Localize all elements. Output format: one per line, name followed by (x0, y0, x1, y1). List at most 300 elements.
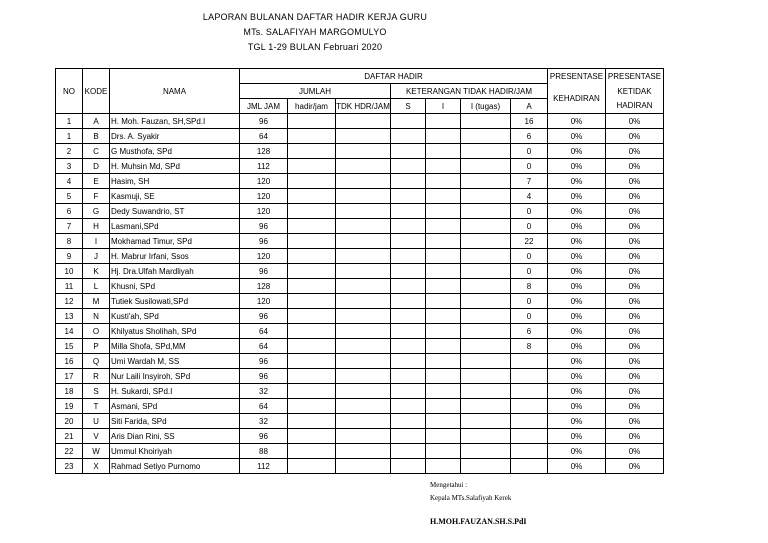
cell-i (426, 264, 461, 279)
cell-tdk-hdr (336, 189, 391, 204)
cell-pres-hadir: 0% (548, 144, 606, 159)
cell-nama: Khusni, SPd (110, 279, 240, 294)
cell-pres-hadir: 0% (548, 114, 606, 129)
cell-s (391, 354, 426, 369)
cell-kode: V (83, 429, 110, 444)
cell-a: 0 (511, 264, 548, 279)
cell-a: 8 (511, 339, 548, 354)
cell-a (511, 369, 548, 384)
school-name: MTs. SALAFIYAH MARGOMULYO (243, 27, 387, 37)
cell-i-tugas (461, 354, 511, 369)
cell-s (391, 279, 426, 294)
cell-pres-hadir: 0% (548, 459, 606, 474)
cell-no: 3 (56, 159, 83, 174)
cell-hadir-jam (288, 174, 336, 189)
cell-i-tugas (461, 249, 511, 264)
cell-kode: B (83, 129, 110, 144)
cell-nama: H. Sukardi, SPd.I (110, 384, 240, 399)
cell-hadir-jam (288, 324, 336, 339)
report-period: TGL 1-29 BULAN Februari 2020 (247, 42, 383, 52)
cell-kode: H (83, 219, 110, 234)
cell-kode: R (83, 369, 110, 384)
cell-jml-jam: 96 (240, 264, 288, 279)
cell-pres-hadir: 0% (548, 414, 606, 429)
cell-no: 23 (56, 459, 83, 474)
cell-pres-tdk: 0% (606, 384, 664, 399)
cell-a (511, 414, 548, 429)
cell-s (391, 369, 426, 384)
cell-pres-hadir: 0% (548, 444, 606, 459)
cell-s (391, 219, 426, 234)
cell-pres-hadir: 0% (548, 324, 606, 339)
cell-i (426, 144, 461, 159)
cell-tdk-hdr (336, 204, 391, 219)
cell-no: 10 (56, 264, 83, 279)
cell-s (391, 159, 426, 174)
cell-tdk-hdr (336, 444, 391, 459)
cell-no: 4 (56, 174, 83, 189)
cell-pres-hadir: 0% (548, 129, 606, 144)
cell-i (426, 174, 461, 189)
cell-i-tugas (461, 204, 511, 219)
cell-pres-tdk: 0% (606, 294, 664, 309)
s-header: S (391, 99, 426, 114)
cell-a: 0 (511, 159, 548, 174)
cell-jml-jam: 96 (240, 369, 288, 384)
cell-pres-tdk: 0% (606, 174, 664, 189)
cell-nama: Kusti'ah, SPd (110, 309, 240, 324)
cell-kode: C (83, 144, 110, 159)
cell-no: 20 (56, 414, 83, 429)
cell-pres-tdk: 0% (606, 369, 664, 384)
cell-no: 9 (56, 249, 83, 264)
cell-i (426, 279, 461, 294)
cell-hadir-jam (288, 249, 336, 264)
hadir-jam-header: hadir/jam (288, 99, 336, 114)
tdk-hdr-header: TDK HDR/JAM (336, 99, 391, 114)
cell-s (391, 174, 426, 189)
cell-tdk-hdr (336, 264, 391, 279)
cell-jml-jam: 128 (240, 279, 288, 294)
jml-jam-header: JML JAM (240, 99, 288, 114)
cell-s (391, 114, 426, 129)
cell-tdk-hdr (336, 459, 391, 474)
cell-pres-hadir: 0% (548, 399, 606, 414)
report-title: LAPORAN BULANAN DAFTAR HADIR KERJA GURU (202, 12, 428, 22)
cell-nama: H. Moh. Fauzan, SH,SPd.I (110, 114, 240, 129)
i-header: I (426, 99, 461, 114)
cell-no: 1 (56, 129, 83, 144)
cell-jml-jam: 128 (240, 144, 288, 159)
cell-pres-tdk: 0% (606, 129, 664, 144)
cell-no: 7 (56, 219, 83, 234)
cell-nama: Lasmani,SPd (110, 219, 240, 234)
cell-a: 0 (511, 309, 548, 324)
cell-nama: Mokhamad Timur, SPd (110, 234, 240, 249)
cell-kode: X (83, 459, 110, 474)
cell-tdk-hdr (336, 384, 391, 399)
cell-hadir-jam (288, 219, 336, 234)
acknowledged-label: Mengetahui : (430, 481, 468, 489)
cell-jml-jam: 112 (240, 159, 288, 174)
cell-i (426, 219, 461, 234)
cell-i-tugas (461, 444, 511, 459)
cell-nama: Nur Laili Insyiroh, SPd (110, 369, 240, 384)
cell-no: 21 (56, 429, 83, 444)
cell-a: 0 (511, 204, 548, 219)
cell-nama: Hasim, SH (110, 174, 240, 189)
cell-pres-tdk: 0% (606, 204, 664, 219)
cell-kode: M (83, 294, 110, 309)
cell-i (426, 234, 461, 249)
cell-no: 11 (56, 279, 83, 294)
cell-i-tugas (461, 369, 511, 384)
cell-pres-tdk: 0% (606, 354, 664, 369)
cell-nama: Ummul Khoiriyah (110, 444, 240, 459)
cell-hadir-jam (288, 294, 336, 309)
cell-i (426, 459, 461, 474)
cell-i (426, 204, 461, 219)
cell-jml-jam: 112 (240, 459, 288, 474)
cell-pres-hadir: 0% (548, 189, 606, 204)
cell-a: 0 (511, 294, 548, 309)
cell-s (391, 339, 426, 354)
cell-hadir-jam (288, 309, 336, 324)
cell-s (391, 414, 426, 429)
cell-jml-jam: 120 (240, 294, 288, 309)
cell-i (426, 384, 461, 399)
cell-nama: G Musthofa, SPd (110, 144, 240, 159)
cell-i (426, 354, 461, 369)
cell-kode: E (83, 174, 110, 189)
cell-a (511, 384, 548, 399)
cell-nama: H. Muhsin Md, SPd (110, 159, 240, 174)
i-tugas-header: I (tugas) (461, 99, 511, 114)
cell-no: 14 (56, 324, 83, 339)
cell-a: 6 (511, 129, 548, 144)
pres-hadir-header-1: PRESENTASE (548, 69, 606, 84)
cell-hadir-jam (288, 159, 336, 174)
table-row (56, 129, 664, 144)
cell-no: 1 (56, 114, 83, 129)
cell-i-tugas (461, 414, 511, 429)
cell-i (426, 249, 461, 264)
cell-no: 17 (56, 369, 83, 384)
table-row (56, 204, 664, 219)
cell-tdk-hdr (336, 249, 391, 264)
cell-kode: U (83, 414, 110, 429)
cell-s (391, 444, 426, 459)
cell-jml-jam: 96 (240, 219, 288, 234)
cell-no: 19 (56, 399, 83, 414)
cell-jml-jam: 120 (240, 204, 288, 219)
pres-tdk-header-2: KETIDAK (606, 84, 664, 99)
cell-a (511, 459, 548, 474)
cell-i-tugas (461, 144, 511, 159)
cell-i-tugas (461, 294, 511, 309)
headmaster-title: Kepala MTs.Salafiyah Kerek (430, 494, 512, 502)
cell-pres-hadir: 0% (548, 354, 606, 369)
table-row (56, 219, 664, 234)
table-row (56, 354, 664, 369)
cell-tdk-hdr (336, 219, 391, 234)
cell-tdk-hdr (336, 399, 391, 414)
cell-i (426, 414, 461, 429)
table-row (56, 429, 664, 444)
cell-no: 18 (56, 384, 83, 399)
cell-tdk-hdr (336, 279, 391, 294)
cell-s (391, 429, 426, 444)
cell-i (426, 444, 461, 459)
table-row (56, 399, 664, 414)
cell-jml-jam: 64 (240, 339, 288, 354)
cell-jml-jam: 88 (240, 444, 288, 459)
cell-i (426, 369, 461, 384)
cell-no: 13 (56, 309, 83, 324)
cell-i-tugas (461, 189, 511, 204)
cell-pres-hadir: 0% (548, 219, 606, 234)
cell-pres-hadir: 0% (548, 234, 606, 249)
pres-hadir-header-2: KEHADIRAN (548, 84, 606, 114)
cell-i (426, 399, 461, 414)
cell-a: 16 (511, 114, 548, 129)
cell-kode: O (83, 324, 110, 339)
cell-i-tugas (461, 114, 511, 129)
cell-s (391, 459, 426, 474)
cell-hadir-jam (288, 189, 336, 204)
cell-s (391, 294, 426, 309)
cell-kode: J (83, 249, 110, 264)
table-row (56, 114, 664, 129)
pres-tdk-header-3: HADIRAN (606, 99, 664, 114)
cell-pres-hadir: 0% (548, 279, 606, 294)
cell-nama: Aris Dian Rini, SS (110, 429, 240, 444)
cell-no: 12 (56, 294, 83, 309)
cell-jml-jam: 120 (240, 189, 288, 204)
cell-a (511, 399, 548, 414)
cell-tdk-hdr (336, 354, 391, 369)
cell-kode: D (83, 159, 110, 174)
cell-s (391, 249, 426, 264)
cell-hadir-jam (288, 429, 336, 444)
cell-kode: Q (83, 354, 110, 369)
table-row (56, 339, 664, 354)
cell-i (426, 429, 461, 444)
cell-hadir-jam (288, 414, 336, 429)
cell-a: 0 (511, 144, 548, 159)
cell-s (391, 129, 426, 144)
cell-hadir-jam (288, 129, 336, 144)
cell-i (426, 129, 461, 144)
cell-tdk-hdr (336, 234, 391, 249)
cell-pres-tdk: 0% (606, 264, 664, 279)
cell-hadir-jam (288, 399, 336, 414)
cell-jml-jam: 64 (240, 399, 288, 414)
cell-pres-hadir: 0% (548, 429, 606, 444)
cell-no: 22 (56, 444, 83, 459)
cell-a (511, 429, 548, 444)
cell-jml-jam: 96 (240, 234, 288, 249)
cell-nama: Khilyatus Sholihah, SPd (110, 324, 240, 339)
cell-i-tugas (461, 174, 511, 189)
cell-tdk-hdr (336, 369, 391, 384)
cell-pres-tdk: 0% (606, 399, 664, 414)
table-row (56, 324, 664, 339)
cell-i-tugas (461, 159, 511, 174)
cell-hadir-jam (288, 204, 336, 219)
cell-s (391, 309, 426, 324)
table-row (56, 234, 664, 249)
table-row (56, 309, 664, 324)
cell-hadir-jam (288, 459, 336, 474)
cell-a: 8 (511, 279, 548, 294)
col-no-header: NO (56, 69, 83, 114)
cell-pres-tdk: 0% (606, 429, 664, 444)
cell-i-tugas (461, 279, 511, 294)
cell-jml-jam: 120 (240, 249, 288, 264)
cell-pres-hadir: 0% (548, 339, 606, 354)
cell-hadir-jam (288, 369, 336, 384)
table-row (56, 189, 664, 204)
cell-a: 22 (511, 234, 548, 249)
cell-pres-hadir: 0% (548, 159, 606, 174)
cell-s (391, 189, 426, 204)
cell-hadir-jam (288, 279, 336, 294)
cell-pres-tdk: 0% (606, 279, 664, 294)
cell-jml-jam: 96 (240, 354, 288, 369)
cell-pres-hadir: 0% (548, 369, 606, 384)
cell-no: 2 (56, 144, 83, 159)
cell-nama: Hj. Dra.Ulfah Mardliyah (110, 264, 240, 279)
cell-kode: G (83, 204, 110, 219)
daftar-hadir-header: DAFTAR HADIR (240, 69, 548, 84)
cell-nama: Milla Shofa, SPd,MM (110, 339, 240, 354)
cell-jml-jam: 96 (240, 429, 288, 444)
cell-a: 0 (511, 249, 548, 264)
table-row (56, 249, 664, 264)
cell-i-tugas (461, 324, 511, 339)
cell-tdk-hdr (336, 129, 391, 144)
cell-pres-hadir: 0% (548, 294, 606, 309)
cell-i (426, 339, 461, 354)
cell-pres-hadir: 0% (548, 384, 606, 399)
cell-hadir-jam (288, 339, 336, 354)
cell-pres-tdk: 0% (606, 159, 664, 174)
cell-nama: Asmani, SPd (110, 399, 240, 414)
cell-kode: T (83, 399, 110, 414)
cell-no: 6 (56, 204, 83, 219)
cell-i-tugas (461, 264, 511, 279)
cell-jml-jam: 32 (240, 414, 288, 429)
a-header: A (511, 99, 548, 114)
cell-s (391, 204, 426, 219)
jumlah-header: JUMLAH (240, 84, 391, 99)
cell-nama: Umi Wardah M, SS (110, 354, 240, 369)
cell-i-tugas (461, 384, 511, 399)
cell-pres-tdk: 0% (606, 444, 664, 459)
cell-jml-jam: 64 (240, 129, 288, 144)
cell-nama: Drs. A. Syakir (110, 129, 240, 144)
cell-jml-jam: 96 (240, 114, 288, 129)
cell-i-tugas (461, 339, 511, 354)
cell-pres-tdk: 0% (606, 249, 664, 264)
pres-tdk-header-1: PRESENTASE (606, 69, 664, 84)
cell-s (391, 399, 426, 414)
cell-pres-tdk: 0% (606, 324, 664, 339)
cell-pres-tdk: 0% (606, 144, 664, 159)
cell-pres-hadir: 0% (548, 264, 606, 279)
cell-nama: H. Mabrur Irfani, Ssos (110, 249, 240, 264)
cell-a: 6 (511, 324, 548, 339)
cell-kode: A (83, 114, 110, 129)
cell-a (511, 444, 548, 459)
table-row (56, 384, 664, 399)
cell-hadir-jam (288, 144, 336, 159)
cell-a: 4 (511, 189, 548, 204)
table-row (56, 279, 664, 294)
cell-i-tugas (461, 234, 511, 249)
cell-kode: I (83, 234, 110, 249)
cell-a: 7 (511, 174, 548, 189)
cell-s (391, 234, 426, 249)
cell-i (426, 324, 461, 339)
cell-i (426, 294, 461, 309)
cell-no: 5 (56, 189, 83, 204)
cell-hadir-jam (288, 114, 336, 129)
keterangan-header: KETERANGAN TIDAK HADIR/JAM (391, 84, 548, 99)
table-row (56, 444, 664, 459)
col-kode-header: KODE (83, 69, 110, 114)
cell-pres-tdk: 0% (606, 414, 664, 429)
cell-i (426, 189, 461, 204)
cell-a: 0 (511, 219, 548, 234)
cell-i-tugas (461, 129, 511, 144)
cell-i-tugas (461, 309, 511, 324)
cell-kode: L (83, 279, 110, 294)
cell-tdk-hdr (336, 294, 391, 309)
table-row (56, 264, 664, 279)
cell-tdk-hdr (336, 414, 391, 429)
cell-no: 8 (56, 234, 83, 249)
cell-pres-tdk: 0% (606, 459, 664, 474)
cell-pres-hadir: 0% (548, 174, 606, 189)
cell-i (426, 159, 461, 174)
cell-pres-tdk: 0% (606, 114, 664, 129)
table-row (56, 159, 664, 174)
table-row (56, 459, 664, 474)
cell-tdk-hdr (336, 324, 391, 339)
cell-kode: N (83, 309, 110, 324)
cell-tdk-hdr (336, 114, 391, 129)
cell-s (391, 264, 426, 279)
cell-hadir-jam (288, 234, 336, 249)
cell-nama: Siti Farida, SPd (110, 414, 240, 429)
cell-pres-hadir: 0% (548, 249, 606, 264)
cell-no: 16 (56, 354, 83, 369)
cell-pres-tdk: 0% (606, 309, 664, 324)
cell-i (426, 114, 461, 129)
cell-i-tugas (461, 399, 511, 414)
cell-s (391, 324, 426, 339)
cell-no: 15 (56, 339, 83, 354)
table-row (56, 174, 664, 189)
cell-s (391, 144, 426, 159)
cell-nama: Rahmad Setiyo Purnomo (110, 459, 240, 474)
table-row (56, 144, 664, 159)
cell-i-tugas (461, 429, 511, 444)
col-nama-header: NAMA (110, 69, 240, 114)
table-row (56, 294, 664, 309)
